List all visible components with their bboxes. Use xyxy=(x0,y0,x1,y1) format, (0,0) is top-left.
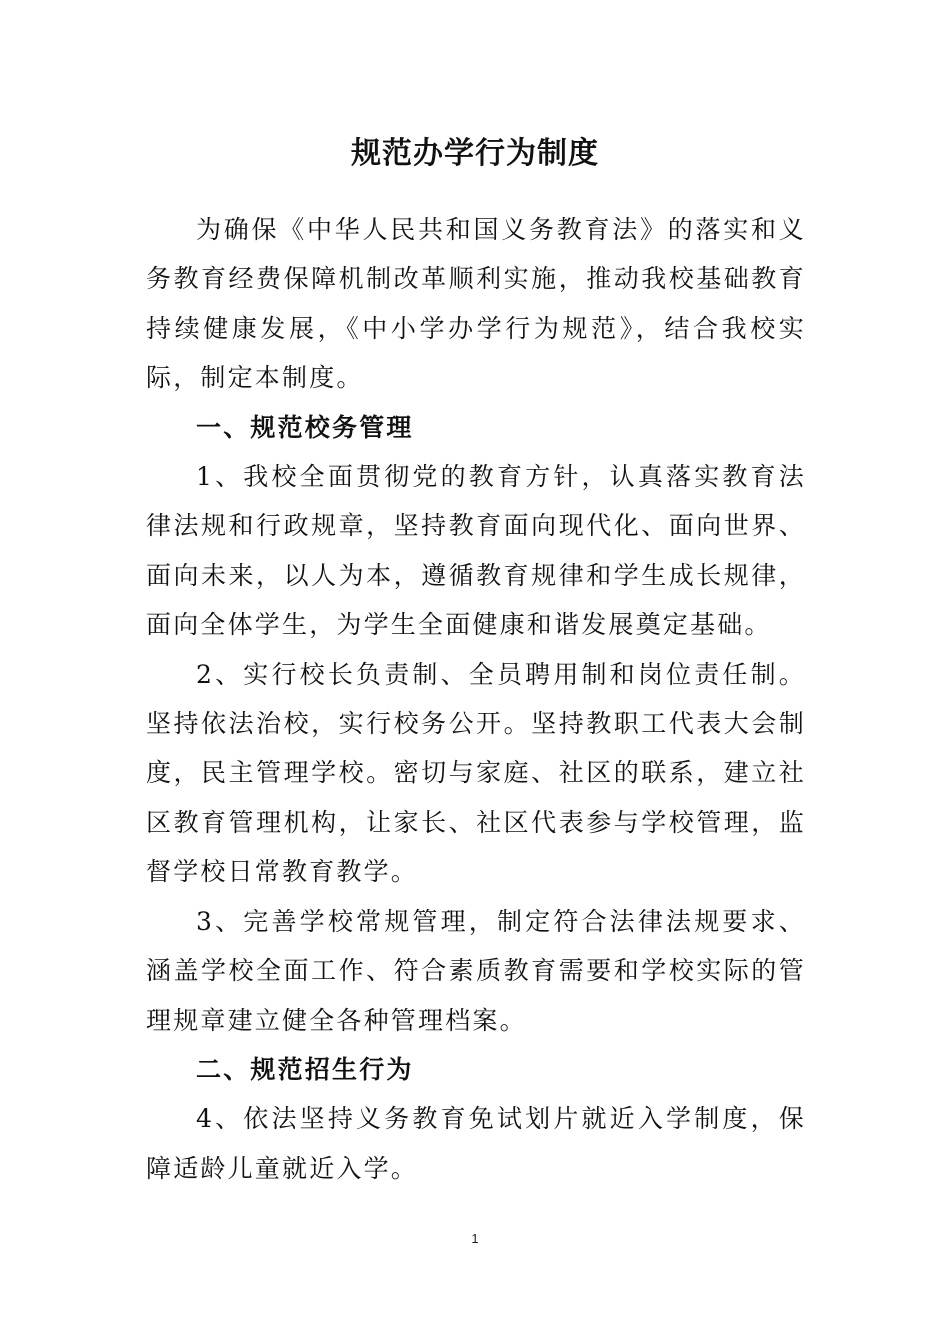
section-heading-1: 一、规范校务管理 xyxy=(196,412,414,442)
page-number: 1 xyxy=(471,1231,479,1246)
paragraph-item-4: 4、依法坚持义务教育免试划片就近入学制度，保障适龄儿童就近入学。 xyxy=(146,1104,806,1183)
document-body xyxy=(146,205,806,1193)
paragraph-item-1: 1、我校全面贯彻党的教育方针，认真落实教育法律法规和行政规章，坚持教育面向现代化、面向世界、面向未来，以人为本，遵循教育规律和学生成长规律，面向全体学生，为学生全面健康和谐发展奠定基础。 xyxy=(146,462,806,640)
paragraph-item-2: 2、实行校长负责制、全员聘用制和岗位责任制。坚持依法治校，实行校务公开。坚持教职工代表大会制度，民主管理学校。密切与家庭、社区的联系，建立社区教育管理机构，让家长、社区代表参与学校管理，监督学校日常教育教学。 xyxy=(146,659,806,887)
paragraph-item-3: 3、完善学校常规管理，制定符合法律法规要求、涵盖学校全面工作、符合素质教育需要和学校实际的管理规章建立健全各种管理档案。 xyxy=(146,906,806,1035)
section-heading-2: 二、规范招生行为 xyxy=(196,1054,414,1084)
document-title: 规范办学行为制度 xyxy=(351,136,599,171)
intro-paragraph: 为确保《中华人民共和国义务教育法》的落实和义务教育经费保障机制改革顺利实施，推动我校基础教育持续健康发展，《中小学办学行为规范》，结合我校实际，制定本制度。 xyxy=(146,215,806,393)
